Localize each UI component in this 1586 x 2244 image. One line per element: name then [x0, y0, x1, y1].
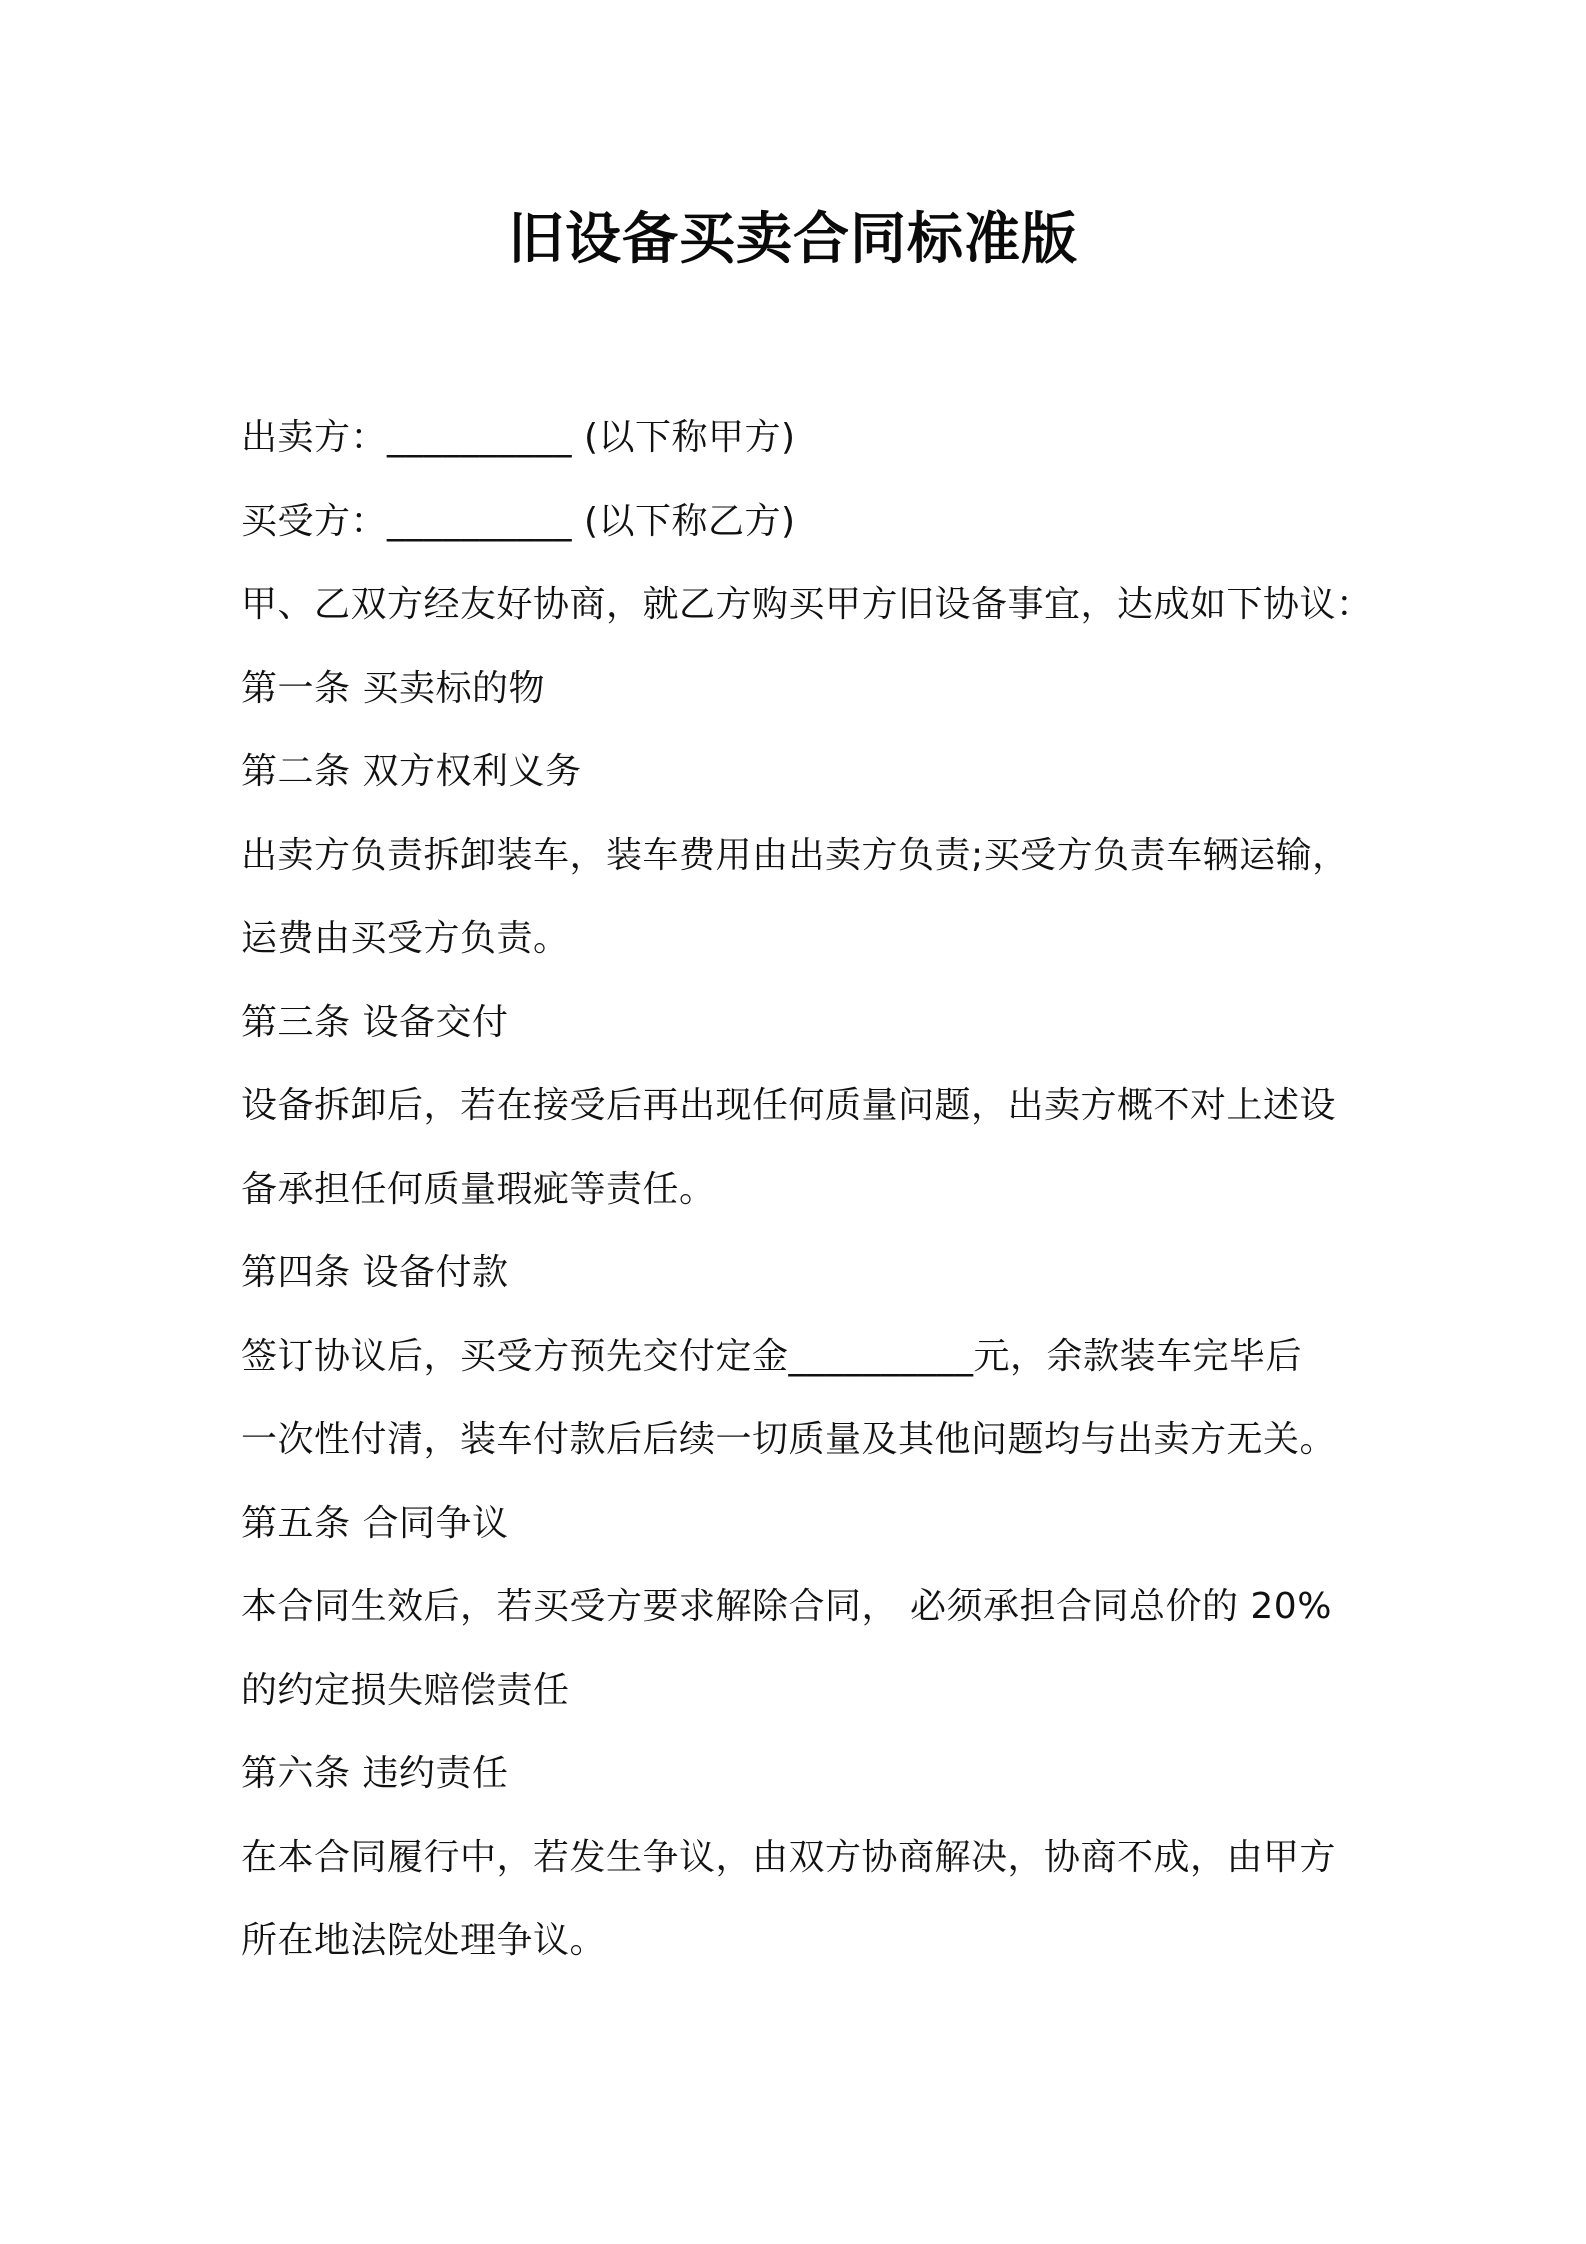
article-5-text-line: 的约定损失赔偿责任	[241, 1669, 570, 1711]
article-6-text-line: 在本合同履行中，若发生争议，由双方协商解决，协商不成，由甲方	[241, 1836, 1337, 1878]
article-3-heading: 第三条 设备交付	[241, 1001, 509, 1043]
article-2-text-line: 出卖方负责拆卸装车，装车费用由出卖方负责;买受方负责车辆运输，	[241, 834, 1349, 876]
article-6-text-line: 所在地法院处理争议。	[241, 1920, 607, 1961]
buyer-line: 买受方：__________ (以下称乙方)	[241, 500, 796, 542]
article-4-heading: 第四条 设备付款	[241, 1252, 509, 1293]
article-3-text-line: 备承担任何质量瑕疵等责任。	[241, 1168, 716, 1210]
preamble-line: 甲、乙双方经友好协商，就乙方购买甲方旧设备事宜，达成如下协议：	[241, 584, 1373, 625]
article-5-text-line: 本合同生效后，若买受方要求解除合同， 必须承担合同总价的 20%	[241, 1586, 1332, 1627]
document-title: 旧设备买卖合同标准版	[508, 207, 1078, 272]
article-6-heading: 第六条 违约责任	[241, 1753, 509, 1794]
article-2-heading: 第二条 双方权利义务	[241, 751, 582, 792]
article-5-heading: 第五条 合同争议	[241, 1502, 509, 1544]
article-2-text-line: 运费由买受方负责。	[241, 918, 570, 959]
article-4-text-line: 签订协议后，买受方预先交付定金__________元，余款装车完毕后	[241, 1335, 1303, 1377]
article-3-text-line: 设备拆卸后，若在接受后再出现任何质量问题，出卖方概不对上述设	[241, 1085, 1337, 1126]
article-4-text-line: 一次性付清，装车付款后后续一切质量及其他问题均与出卖方无关。	[241, 1419, 1337, 1460]
seller-line: 出卖方：__________ (以下称甲方)	[241, 417, 796, 458]
article-1-heading: 第一条 买卖标的物	[241, 667, 545, 709]
document-body	[241, 402, 1373, 1989]
